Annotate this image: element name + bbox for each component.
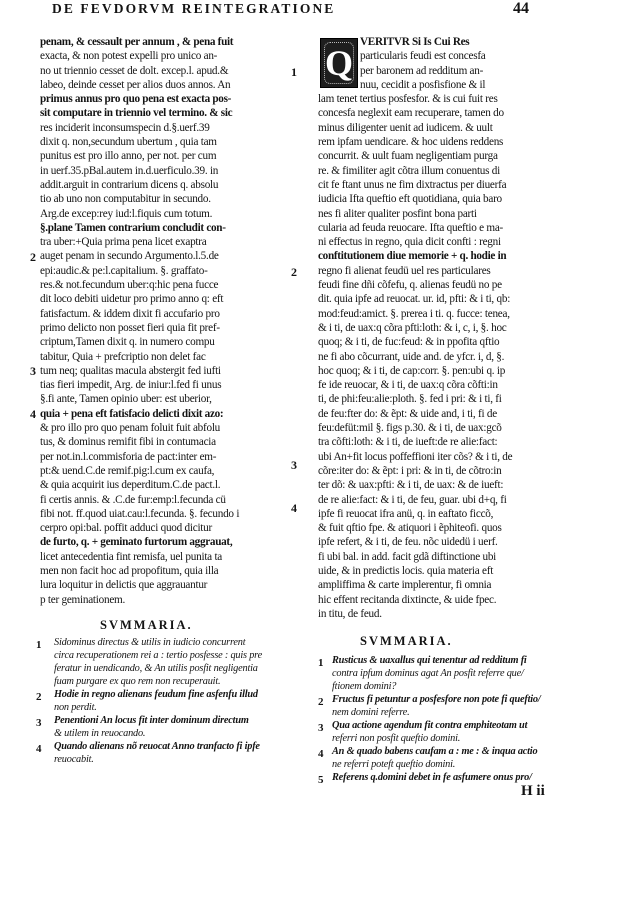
text-line: addit.arguit in contrarium dicens q. absolu [40,178,219,191]
text-line: ipfe fi reuocat ifra anü, q. in eaftato ficcõ, [318,507,494,520]
signature-mark: H ii [521,783,545,799]
text-line: res.& not.fecundum uber:q:hic pena fucce [40,279,219,292]
summaria-left-list [54,636,294,786]
text-line: fibi not. ff.quod uiat.cau:l.fecunda. §. fecundo i [40,507,240,520]
text-line: cerpro opi:bal. poffit adduci quod dicitur [40,522,212,535]
text-line: & i ti, de uax:q cõra pfti:loth: & i, c, i, §. hoc [318,321,507,334]
text-line: licet antecedentia fint remisfa, uel punita ta [40,550,223,563]
text-line: lura loquitur in delictis que aggrauantur [40,579,208,592]
text-line: per baronem ad redditum an- [360,64,484,77]
summary-line: nem domini referre. [332,707,410,718]
text-line: ipfe refert, & i ti, de feu. nõc uidedü i uerf. [318,536,498,549]
summary-line: Referens q.domini debet in fe asfumere onus pro/ [332,772,532,783]
text-line: p ter geminationem. [40,593,126,606]
summary-line: ftionem domini? [332,681,397,692]
text-line: hic effent recitanda dixtincte, & uide fpec. [318,593,497,606]
text-line: de feu:fter do: & ẽpt: & uide and, i ti, fi de [318,407,497,420]
text-line: per not.in.l.commisforia de pact:inter em- [40,450,217,463]
text-line: feu:defüt:mil §. figs p.30. & i ti, de uax:gcõ [318,422,502,435]
text-line: ampliffima & carte implerentur, fi omnia [318,579,492,592]
text-line: de furto, q. + geminato furtorum aggrauat, [40,536,233,549]
text-line: quoq; & i ti, de fuc:feud: & in ppofita qftio [318,336,500,349]
margin-marker: 4 [291,501,297,515]
text-line: ter dõ: & uax:pfti: & i ti, de uax: & de iueft: [318,479,504,492]
initial-letter: Q [324,43,353,83]
summary-number: 4 [318,748,324,760]
text-line: fi ubi bal. in add. facit gdã diftinctione ubi [318,550,497,563]
summary-line: referri non posfit queftio domini. [332,733,461,744]
text-line: de re alie:fact: & i ti, de feu, guar. ubi d+q, fi [318,493,507,506]
text-line: iudicia Ifta queftio eft quotidiana, quia baro [318,193,502,206]
text-line: dit loco debiti uidetur pro primo anno q: eft [40,293,224,306]
text-line: conftitutionem diue memorie + q. hodie in [318,250,507,263]
summary-line: feratur in uendicando, & An utilis posfit negligentia [54,663,258,674]
summary-line: contra ipfum dominus agat An posfit referre que/ [332,668,524,679]
text-line: pt:& uend.C.de remif.pig:l.cum ex caufa, [40,464,215,477]
text-line: concurrit. & uult fuam negligentiam purga [318,150,498,163]
text-line: res inciderit inconsumspecin d.§.uerf.39 [40,121,210,134]
summary-line: fuam purgare ex quo rem non recuperauit. [54,676,221,687]
text-line: labeo, deinde cesset per alios duos annos. An [40,78,231,91]
text-line: criptum,Tamen dixit q. in numero compu [40,336,215,349]
margin-marker: 4 [30,407,36,421]
text-line: tus, & dominus remifit fibi in contumacia [40,436,216,449]
text-line: dixit q. non,secundum ubertum , quia tam [40,136,217,149]
summary-number: 2 [318,696,324,708]
text-line: cõre:iter do: & ẽpt: i pri: & in ti, de cõtro:in [318,464,502,477]
text-line: lam tenet tertius posfesfor. & is cui fuit res [318,93,498,106]
left-text-column [40,35,294,610]
text-line: & quia acquirit ius deperditum.C.de pact.l. [40,479,221,492]
summary-line: circa recuperationem rei a : tertio posfesse : quis pre [54,650,262,661]
summary-line: Quando alienans nõ reuocat Anno tranfacto fi ipfe [54,741,260,752]
summary-number: 2 [36,691,42,703]
text-line: minus diligenter uenit ad iudicem. & uult [318,121,493,134]
text-line: quia + pena eft fatisfacio delicti dixit azo: [40,407,224,420]
text-line: cularia ad feuda reuocare. Ifta queftio e ma- [318,221,504,234]
text-line: men non facit hoc ad propofitum, quia illa [40,564,219,577]
summary-line: ne referri poteft queftio domini. [332,759,456,770]
text-line: ne fi abo cõcurrant, uide and. de yfcr. i, d, §. [318,350,505,363]
text-line: fi certis annis. & .C.de fur:emp:l.fecunda cü [40,493,226,506]
text-line: & fuit qftio fpe. & atiquori i ẽphiteofi. quos [318,522,502,535]
summary-number: 1 [318,657,324,669]
text-line: in uerf.35.pBal.autem in.d.uerficulo.39. in [40,164,219,177]
summaria-right-list [332,654,570,786]
summary-line: Sidominus directus & utilis in iudicio concurrent [54,637,246,648]
running-head: DE FEVDORVM REINTEGRATIONE [52,1,336,16]
text-line: in titu, de feud. [318,607,382,620]
summary-number: 3 [36,717,42,729]
margin-marker: 2 [291,265,297,279]
text-line: ni effectus in regno, quia dicit confti : regni [318,236,501,249]
summary-line: Qua actione agendum fit contra emphiteotam ut [332,720,528,731]
summary-line: An & quado babens caufam a : me : & inqua actio [332,746,538,757]
summary-line: Rusticus & uaxallus qui tenentur ad redditum fi [332,655,527,666]
text-line: §.plane Tamen contrarium concludit con- [40,221,226,234]
text-line: fatisfactum. & iddem dixit fi accufario pro [40,307,220,320]
text-line: no ut triennio cesset de dolt. excep.l. apud.& [40,64,229,77]
margin-marker: 1 [291,65,297,79]
summary-line: Fructus fi petuntur a posfesfore non pote fi queftio/ [332,694,541,705]
margin-marker: 2 [30,250,36,264]
text-line: punitus est pro illo anno, per not. per cum [40,150,217,163]
text-line: uide, & in predictis locis. quia materia eft [318,564,494,577]
text-line: VERITVR Si Is Cui Res [360,36,470,48]
text-line: tio ab uno non computabitur in secundo. [40,193,211,206]
summary-line: Penentioni An locus fit inter dominum directum [54,715,249,726]
text-line: particularis feudi est concesfa [360,50,486,63]
text-line: feudi fine dñi cõfefu, q. alienas feudü no pe [318,279,502,292]
text-line: dit. quia ipfe ad reuocat. ur. id, pfti: & i ti, qb: [318,293,511,306]
text-line: ubi An+fit locus poffeffioni iter cõs? & i ti, de [318,450,513,463]
summary-line: reuocabit. [54,754,94,765]
text-line: ti, de phi:feu:alie:ploth. §. fed i pri: & i ti, fi [318,393,502,406]
text-line: penam, & cessault per annum , & pena fuit [40,36,234,48]
text-line: tias fieri impedit, Arg. de iniur:l.fed fi unus [40,379,222,392]
summary-line: Hodie in regno alienans feudum fine asfenfu illud [54,689,258,700]
margin-marker: 3 [30,364,36,378]
text-line: concesfa neglexit eam recuperare, tamen do [318,107,504,120]
summary-number: 3 [318,722,324,734]
text-line: tum neq; qualitas macula abstergit fed iufti [40,364,221,377]
summary-number: 4 [36,743,42,755]
right-text-column [318,35,550,620]
text-line: nuu, cecidit a posfisfione & il [360,78,486,91]
text-line: rem ipfam uendicare. & hoc uidens reddens [318,136,504,149]
left-margin-markers [30,35,42,610]
summary-line: & utilem in reuocando. [54,728,146,739]
gutter-margin-markers [291,35,307,610]
summary-number: 1 [36,639,42,651]
text-line: primus annus pro quo pena est exacta pos- [40,93,232,106]
text-line: regno fi alienat feudü uel res particulares [318,264,491,277]
text-line: cit fe ftant unus ne fim dixtractus per diuerfa [318,178,507,191]
text-line: mod:feud:amict. §. prerea i ti. q. fucce: tenea, [318,307,510,320]
summaria-heading: SVMMARIA. [100,618,193,632]
margin-marker: 3 [291,458,297,472]
text-line: sit computare in triennio vel termino. & sic [40,107,233,120]
text-line: §.fi ante, Tamen opinio uber: est uberior, [40,393,212,406]
text-line: re. & fimiliter agit cõtra illum conuentus di [318,164,500,177]
summaria-heading: SVMMARIA. [360,634,453,648]
text-line: fe ide reuocar, & i ti, de uax:q cõra cõfti:in [318,379,498,392]
summary-number: 5 [318,774,324,786]
text-line: tra cõfti:loth: & i ti, de iueft:de re alie:fact: [318,436,498,449]
text-line: Arg.de excep:rey iud:l.fiquis cum totum. [40,207,213,220]
summary-line: non perdit. [54,702,97,713]
text-line: auget penam in secundo Argumento.l.5.de [40,250,219,263]
text-line: & pro illo pro quo penam foluit fuit abfolu [40,422,221,435]
text-line: exacta, & non potest expelli pro unico an- [40,50,218,63]
text-line: primo delicto non posset fieri quia fit pref- [40,321,220,334]
text-line: hoc quoq; & i ti, de cap:corr. §. pen:ubi q. ip [318,364,506,377]
text-line: tra uber:+Quia prima pena licet exaptra [40,236,207,249]
text-line: epi:audic.& pe:l.capitalium. §. graffato- [40,264,208,277]
text-line: nes fi aliter qualiter posfint bona parti [318,207,477,220]
text-line: tabitur, Quia + prefcriptio non delet fac [40,350,206,363]
folio-number: 44 [513,0,529,17]
